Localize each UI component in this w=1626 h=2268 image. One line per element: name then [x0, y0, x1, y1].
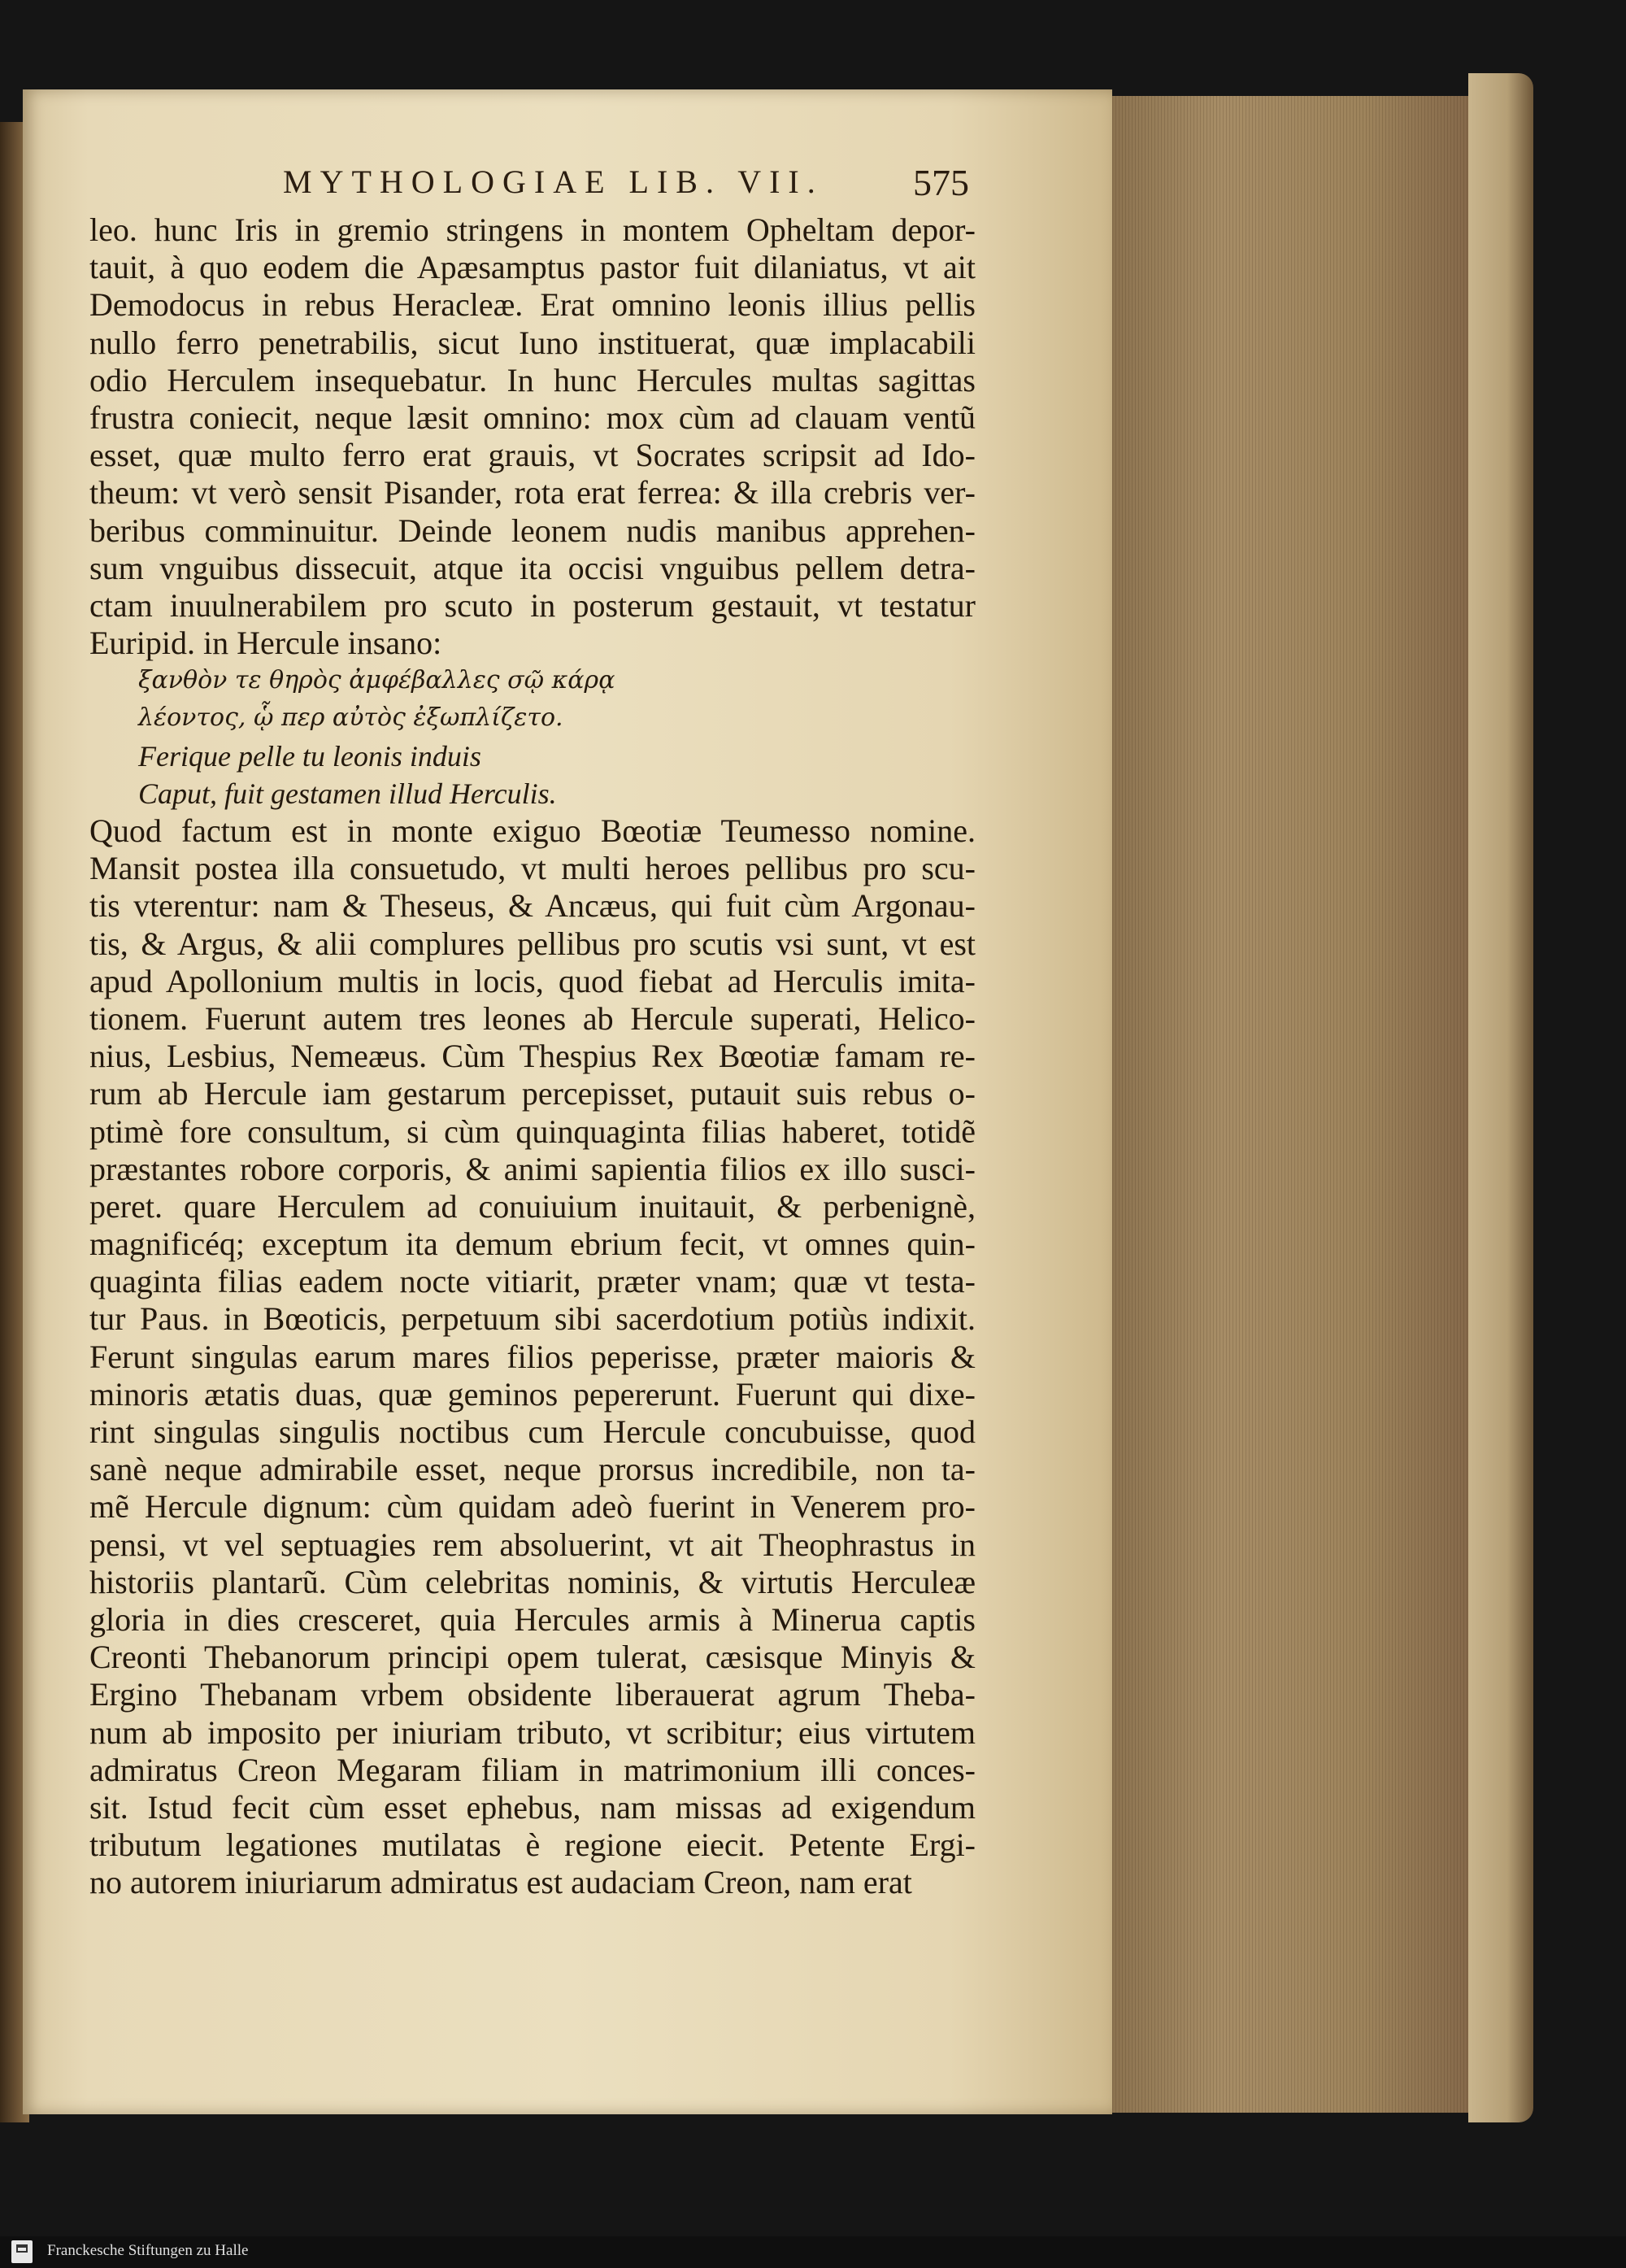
text-line: Ergino Thebanam vrbem obsidente liberauerat agrum Theba- [89, 1676, 976, 1713]
text-line: apud Apollonium multis in locis, quod fiebat ad Herculis imita- [89, 962, 976, 999]
latin-verse-line: Ferique pelle tu leonis induis [138, 739, 481, 773]
institution-logo-icon [11, 2240, 33, 2263]
latin-verse-line: Caput, fuit gestamen illud Herculis. [138, 777, 557, 810]
page-number: 575 [913, 162, 969, 203]
text-line: rum ab Hercule iam gestarum percepisset, putauit suis rebus o- [89, 1075, 976, 1112]
text-line: Creonti Thebanorum principi opem tulerat, cæsisque Minyis & [89, 1639, 976, 1676]
text-line: Demodocus in rebus Heracleæ. Erat omnino leonis illius pellis [89, 286, 976, 324]
text-line: odio Herculem insequebatur. In hunc Hercules multas sagittas [89, 361, 976, 398]
text-line: tributum legationes mutilatas è regione eiecit. Petente Ergi- [89, 1826, 976, 1864]
text-line: mẽ Hercule dignum: cùm quidam adeò fuerint in Venerem pro- [89, 1488, 976, 1526]
text-line: ctam inuulnerabilem pro scuto in posterum gestauit, vt testatur [89, 586, 976, 624]
text-line: peret. quare Herculem ad conuiuium inuitauit, & perbenignè, [89, 1187, 976, 1225]
text-line: Quod factum est in monte exiguo Bœotiæ Teumesso nomine. [89, 812, 976, 849]
book-spread [0, 89, 1537, 2114]
text-line: num ab imposito per iniuriam tributo, vt scribitur; eius virtutem [89, 1713, 976, 1751]
text-line: tis vterentur: nam & Theseus, & Ancæus, qui fuit cùm Argonau- [89, 887, 976, 925]
text-line: nius, Lesbius, Nemeæus. Cùm Thespius Rex Bœotiæ famam re- [89, 1038, 976, 1075]
text-line: sit. Istud fecit cùm esset ephebus, nam missas ad exigendum [89, 1788, 976, 1826]
text-line: Euripid. in Hercule insano: [89, 625, 442, 662]
text-line: tauit, à quo eodem die Apæsamptus pastor fuit dilaniatus, vt ait [89, 249, 976, 286]
text-line: ptimè fore consultum, si cùm quinquaginta filias haberet, totidẽ [89, 1112, 976, 1150]
text-line: theum: vt verò sensit Pisander, rota erat ferrea: & illa crebris ver- [89, 474, 976, 511]
text-line: beribus comminuitur. Deinde leonem nudis manibus apprehen- [89, 511, 976, 549]
text-line: esset, quæ multo ferro erat grauis, vt Socrates scripsit ad Ido- [89, 437, 976, 474]
text-line: nullo ferro penetrabilis, sicut Iuno instituerat, quæ implacabili [89, 324, 976, 361]
institution-credit: Franckesche Stiftungen zu Halle [47, 2242, 249, 2259]
text-line: quaginta filias eadem nocte vitiarit, præter vnam; quæ vt testa- [89, 1263, 976, 1300]
text-line: tionem. Fuerunt autem tres leones ab Hercule superati, Helico- [89, 999, 976, 1037]
running-head: MYTHOLOGIAE LIB. VII. [283, 163, 824, 200]
page-fore-edge [1112, 96, 1470, 2113]
text-line: sum vnguibus dissecuit, atque ita occisi vnguibus pellem detra- [89, 549, 976, 586]
text-line: pensi, vt vel septuagies rem absoluerint, vt ait Theophrastus in [89, 1526, 976, 1563]
text-line: admiratus Creon Megaram filiam in matrimonium illi conces- [89, 1751, 976, 1788]
text-line: gloria in dies cresceret, quia Hercules armis à Minerua captis [89, 1600, 976, 1638]
text-line: minoris ætatis duas, quæ geminos pepererunt. Fuerunt qui dixe- [89, 1375, 976, 1413]
text-line: historiis plantarũ. Cùm celebritas nominis, & virtutis Herculeæ [89, 1563, 976, 1600]
book-page [23, 89, 1112, 2114]
text-line: Ferunt singulas earum mares filios peperisse, præter maioris & [89, 1338, 976, 1375]
text-line: tis, & Argus, & alii complures pellibus pro scutis vsi sunt, vt est [89, 925, 976, 962]
body-text [89, 211, 976, 1901]
text-line: rint singulas singulis noctibus cum Hercule concubuisse, quod [89, 1413, 976, 1450]
text-line: frustra coniecit, neque læsit omnino: mox cùm ad clauam ventũ [89, 398, 976, 436]
text-line: præstantes robore corporis, & animi sapientia filios ex illo susci- [89, 1150, 976, 1187]
text-line: Mansit postea illa consuetudo, vt multi heroes pellibus pro scu- [89, 850, 976, 887]
text-line: leo. hunc Iris in gremio stringens in montem Opheltam depor- [89, 211, 976, 248]
footer-bar [0, 2236, 1626, 2268]
text-line: sanè neque admirabile esset, neque prorsus incredibile, non ta- [89, 1451, 976, 1488]
greek-verse-line: λέοντος, ᾧ περ αὐτὸς ἐξωπλίζετο. [138, 703, 563, 733]
text-line: tur Paus. in Bœoticis, perpetuum sibi sacerdotium potiùs indixit. [89, 1300, 976, 1338]
greek-verse-line: ξανθὸν τε θηρὸς ἀμφέβαλλες σῷ κάρᾳ [138, 666, 615, 695]
text-line: no autorem iniuriarum admiratus est audaciam Creon, nam erat [89, 1864, 912, 1901]
text-line: magnificéq; exceptum ita demum ebrium fecit, vt omnes quin- [89, 1225, 976, 1263]
book-cover [1468, 73, 1533, 2122]
